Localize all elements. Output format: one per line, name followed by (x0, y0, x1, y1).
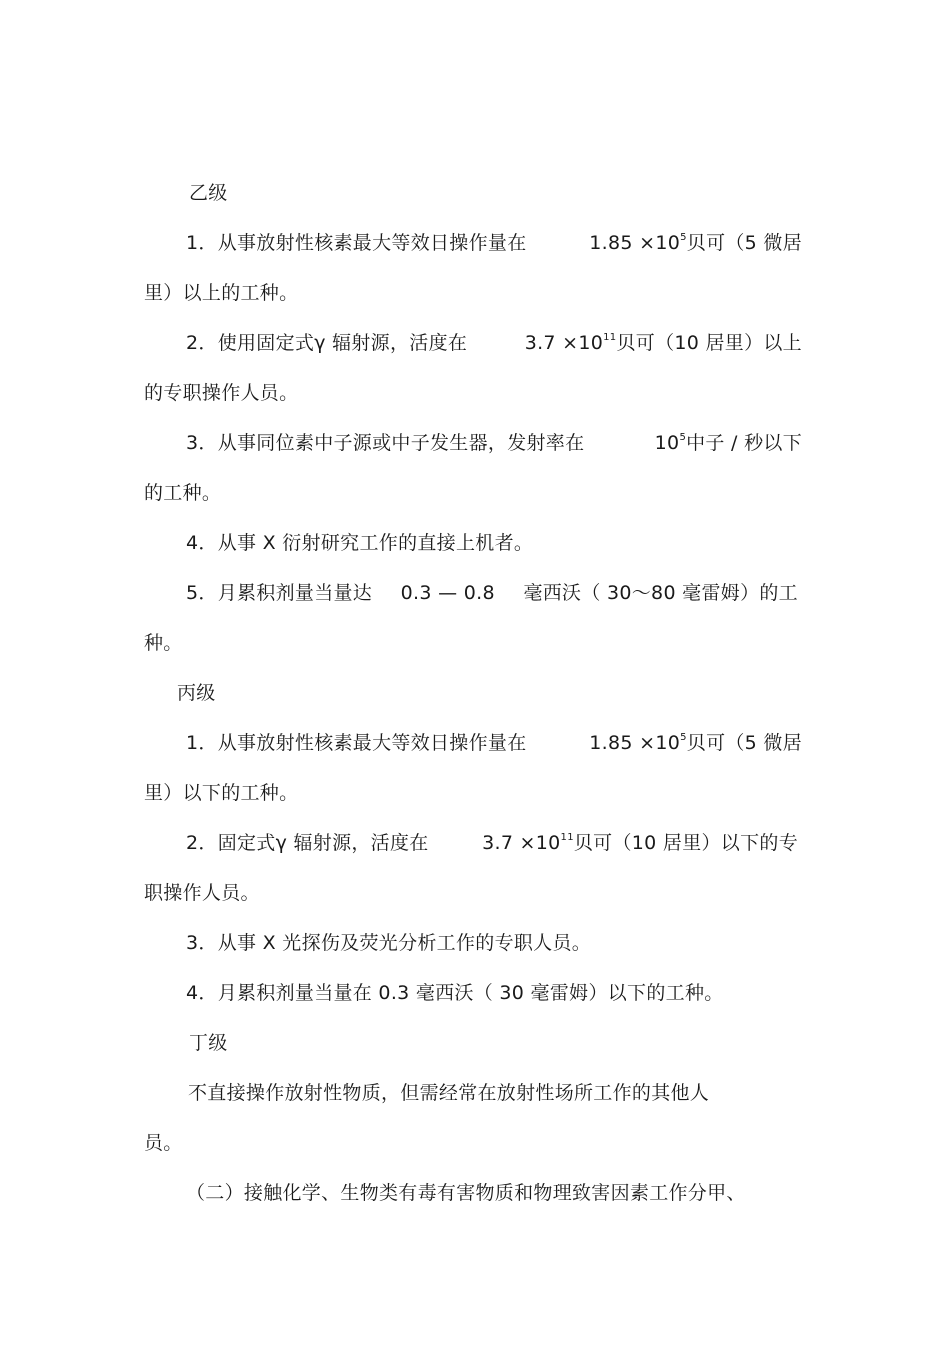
yi-item-5-cont: 种。 (144, 632, 183, 654)
yi-item-5-range: 0.3 — 0.8 (400, 582, 495, 604)
yi-item-2-value: $3.7 \times 10^{11}$贝可（10 居里）以上 (524, 332, 802, 354)
bing-item-1 (186, 731, 802, 755)
grade-heading-yi: 乙级 (189, 182, 228, 204)
yi-item-3 (186, 431, 802, 455)
ding-description: 不直接操作放射性物质，但需经常在放射性场所工作的其他人 (188, 1082, 710, 1104)
yi-item-1-cont: 里）以上的工种。 (144, 282, 299, 304)
bing-item-4: 4．月累积剂量当量在 0.3 毫西沃（ 30 毫雷姆）以下的工种。 (186, 982, 724, 1004)
bing-item-2-cont: 职操作人员。 (144, 882, 260, 904)
yi-item-3-value: $10^5$中子 / 秒以下 (654, 432, 802, 454)
yi-item-2 (186, 331, 802, 355)
grade-heading-ding: 丁级 (189, 1032, 228, 1054)
grade-heading-bing: 丙级 (177, 682, 216, 704)
ding-description-cont: 员。 (144, 1132, 183, 1154)
bing-item-2-text: 2．固定式γ 辐射源，活度在 (186, 832, 429, 854)
yi-item-5-unit: 毫西沃（ 30～80 毫雷姆）的工 (523, 582, 798, 604)
yi-item-3-cont: 的工种。 (144, 482, 222, 504)
bing-item-1-text: 1．从事放射性核素最大等效日操作量在 (186, 732, 527, 754)
yi-item-2-text: 2．使用固定式γ 辐射源，活度在 (186, 332, 468, 354)
bing-item-1-value: $1.85 \times 10^5$贝可（5 微居 (589, 732, 802, 754)
yi-item-2-cont: 的专职操作人员。 (144, 382, 299, 404)
bing-item-2-value: $3.7 \times 10^{11}$贝可（10 居里）以下的专 (482, 832, 798, 854)
yi-item-5 (186, 581, 798, 605)
bing-item-3: 3．从事 X 光探伤及荧光分析工作的专职人员。 (186, 932, 592, 954)
bing-item-2 (186, 831, 798, 855)
yi-item-5-text: 5．月累积剂量当量达 (186, 582, 373, 604)
yi-item-4: 4．从事 X 衍射研究工作的直接上机者。 (186, 532, 534, 554)
section-two-heading: （二）接触化学、生物类有毒有害物质和物理致害因素工作分甲、 (186, 1182, 746, 1204)
yi-item-1 (186, 231, 802, 255)
yi-item-3-text: 3．从事同位素中子源或中子发生器，发射率在 (186, 432, 585, 454)
yi-item-1-value: $1.85 \times 10^5$贝可（5 微居 (589, 232, 802, 254)
bing-item-1-cont: 里）以下的工种。 (144, 782, 299, 804)
yi-item-1-text: 1．从事放射性核素最大等效日操作量在 (186, 232, 527, 254)
